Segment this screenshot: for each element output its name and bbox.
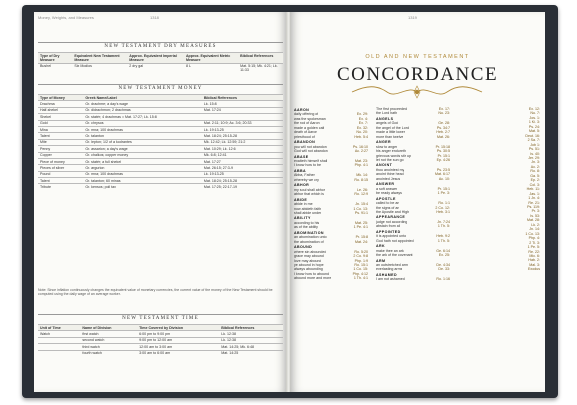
concordance-column-1	[294, 107, 368, 281]
entry-reference: 1 Th. 4:1	[353, 276, 368, 281]
entry-text: I am not ashamed	[376, 277, 405, 282]
concordance-headword: ABILITY	[294, 216, 311, 221]
concordance-headword: ARM	[376, 258, 386, 263]
ornament-flourish	[342, 85, 492, 99]
time-column-header: Unit of Time	[38, 325, 80, 331]
table-cell: Mk. 12:42; Lk. 12:59; 21:2	[202, 139, 283, 145]
concordance-entry	[376, 253, 450, 257]
entry-reference: Ex. 25:	[438, 253, 450, 258]
entry-reference: Mat. 23:	[355, 158, 368, 163]
table-row	[38, 184, 283, 190]
entry-text: now abideth faith	[294, 206, 322, 211]
entry-text: his anger endureth	[376, 149, 406, 154]
table-cell: Talent	[38, 178, 83, 184]
table-cell: Half-shekel	[38, 107, 83, 113]
table-row	[38, 350, 283, 356]
concordance-entry	[460, 267, 540, 271]
entry-text: an abomination unto	[294, 235, 327, 240]
table-cell: Bushel	[38, 63, 72, 73]
entry-text: Abba, Father	[294, 173, 315, 178]
table-cell: Tribute	[38, 184, 83, 190]
entry-text: death of Aaron	[294, 130, 318, 135]
concordance-headword: ASHAMED	[376, 272, 397, 277]
entry-reference: Ro. 8:	[530, 169, 540, 174]
page-number-right: 1319	[408, 15, 417, 20]
entry-reference: 2 Sa. 7:	[527, 138, 540, 143]
concordance-entry	[294, 149, 368, 153]
money-column-header: Greek Name/Label	[83, 95, 201, 101]
money-table	[38, 94, 283, 190]
entry-text: according to his	[294, 220, 320, 225]
table-cell: Gr. kensos; poll tax	[83, 184, 201, 190]
table-cell: Mat. 14:25; Mk. 6:48	[219, 344, 283, 350]
table-cell: Gr. statér; 4 drachmas = Mat. 17:27; Lk. 15:8	[83, 114, 201, 120]
entry-text: the angel of the Lord	[376, 125, 409, 130]
entry-reference: Le. 26:	[357, 187, 368, 192]
table-cell: third watch	[80, 344, 137, 350]
entry-reference: Ps. 23:5	[436, 167, 450, 172]
dry-measures-column-header: Approx. Equivalent Imperial Measure	[127, 53, 184, 64]
concordance-headword: ANSWER	[376, 182, 395, 187]
table-cell: Watch	[38, 331, 80, 337]
table-cell: Gr. assarion; a day's wage	[83, 146, 201, 152]
table-cell: 12:00 am to 3:00 am	[137, 344, 219, 350]
entry-text: be ready always	[376, 191, 402, 196]
entry-text: God hath not appointed	[376, 238, 414, 243]
table-cell: Gr. chrysos	[83, 120, 201, 126]
entry-text: shall abide under	[294, 210, 322, 215]
entry-reference: Ep. 4:26	[436, 157, 450, 162]
table-cell: Mat. 26:15; 27:3-9	[202, 165, 283, 171]
table-cell: 9:00 pm to 12:00 am	[137, 337, 219, 343]
entry-reference: Nu. 23:	[438, 111, 450, 116]
table-cell: Gr. statér; a full shekel	[83, 158, 201, 164]
money-note: Note: Since inflation continuously changes the equivalent value of monetary currencies, the current value of the money of the New Testament should be computed using the daily wage of an average worker.	[38, 288, 273, 297]
table-cell: Mat. 14:25	[219, 350, 283, 356]
concordance-headword: ABOMINATION	[294, 230, 324, 235]
table-cell: Mite	[38, 139, 83, 145]
entry-text: whereby we cry	[294, 177, 319, 182]
money-title: NEW TESTAMENT MONEY	[118, 86, 203, 91]
table-cell: Mina	[38, 126, 83, 132]
concordance-headword: ABOUND	[294, 245, 313, 250]
concordance-headword: ANGER	[376, 140, 391, 145]
table-cell: second watch	[80, 337, 137, 343]
entry-text: abound more and more	[294, 276, 332, 281]
entry-reference: Is. 53:	[530, 213, 540, 218]
entry-text: I know how to abound	[294, 271, 329, 276]
table-cell: Gr. argurion	[83, 165, 201, 171]
entry-reference: 1 Th. 5:	[437, 238, 450, 243]
entry-reference: Ga. 5:	[530, 173, 540, 178]
entry-text: I know how to be	[294, 163, 321, 168]
entry-reference: Mic. 6:	[529, 253, 540, 258]
table-cell: Shekel	[38, 114, 83, 120]
entry-reference: 2 Co. 9:8	[353, 254, 368, 259]
concordance-entry	[294, 240, 368, 244]
entry-text: anoint thine head	[376, 172, 404, 177]
concordance-title: CONCORDANCE	[336, 64, 499, 85]
concordance-entry	[294, 135, 368, 139]
concordance-headword: APPOINTED	[376, 229, 401, 234]
table-cell: Pieces of silver	[38, 165, 83, 171]
entry-reference: Pr. 15:1	[437, 153, 450, 158]
entry-reference: Mat. 26:	[437, 134, 450, 139]
table-cell: Gr. chalkos; copper money	[83, 152, 201, 158]
entry-reference: Nu. 20:	[356, 130, 368, 135]
table-cell: Gr. lepton; 1/2 of a kodrantes	[83, 139, 201, 145]
table-cell: Mat. 18:24; 25:15-28	[202, 133, 283, 139]
entry-text: called to be an	[376, 201, 400, 206]
table-cell: Pound	[38, 171, 83, 177]
concordance-entry	[294, 192, 368, 196]
concordance-entry	[376, 111, 450, 115]
money-column-header: Biblical References	[202, 95, 283, 101]
entry-text: abhor that which is	[294, 192, 324, 197]
entry-reference: 1 Co. 13:	[525, 231, 540, 236]
table-cell: Copper	[38, 152, 83, 158]
section-rule	[38, 84, 283, 85]
table-cell: 3:00 am to 6:00 am	[137, 350, 219, 356]
table-cell: Gr. mna; 100 drachmas	[83, 126, 201, 132]
concordance-entry	[376, 267, 450, 271]
entry-reference: Pr. 15:1	[437, 186, 450, 191]
entry-text: the signs of an	[376, 205, 400, 210]
table-cell: fourth watch	[80, 350, 137, 356]
entry-reference: Ro. 12:9	[354, 192, 368, 197]
concordance-entry	[376, 239, 450, 243]
entry-reference: 1 Pe. 5:	[527, 245, 540, 250]
concordance-entry	[294, 276, 368, 280]
entry-reference: Re. 22:	[528, 249, 540, 254]
concordance-headword: ANGELS	[376, 116, 394, 121]
entry-reference: Heb. 5:4	[354, 134, 368, 139]
entry-text: always abounding	[294, 267, 323, 272]
running-head: Money, Weights, and Measures	[38, 15, 94, 20]
entry-reference: 1 Pe. 3:	[437, 191, 450, 196]
entry-text: everlasting arms	[376, 267, 403, 272]
table-cell: Gr. talanton	[83, 133, 201, 139]
table-cell: 6:00 pm to 9:00 pm	[137, 331, 219, 337]
table-cell: Penny	[38, 146, 83, 152]
time-column-header: Biblical References	[219, 325, 283, 331]
table-cell: Gr. talanton; 60 minas	[83, 178, 201, 184]
dry-measures-column-header: Biblical References	[238, 53, 283, 64]
entry-text: exalteth himself shall	[294, 158, 328, 163]
entry-text: where sin abounded	[294, 249, 327, 254]
concordance-headword: APOSTLE	[376, 196, 396, 201]
entry-reference: Ps. 16:10	[352, 144, 368, 149]
money-column-header: Type of Money	[38, 95, 83, 101]
entry-reference: Is. 40:	[530, 151, 540, 156]
entry-reference: Pr. 15:8	[355, 235, 368, 240]
entry-reference: 1 Jn. 4:	[528, 196, 540, 201]
right-page	[290, 12, 545, 392]
concordance-headword: APPEARANCE	[376, 215, 406, 220]
entry-reference: Mk. 14:	[356, 173, 368, 178]
table-cell: Mat. 18:24; 25:15-28	[202, 178, 283, 184]
entry-reference: Mat. 25:	[355, 220, 368, 225]
entry-text: a soft answer	[376, 186, 398, 191]
entry-reference: 1 Co. 13:	[353, 206, 368, 211]
time-column-header: Time Covered by Division	[137, 325, 219, 331]
entry-text: ye abound in hope	[294, 262, 324, 267]
entry-reference: Nu. 7:	[530, 111, 540, 116]
entry-reference: Ep. 2:	[530, 178, 540, 183]
entry-reference: Ex. 4:	[358, 116, 368, 121]
entry-reference: Re. 21:	[528, 200, 540, 205]
entry-text: let not the sun go	[376, 157, 404, 162]
entry-text: more than twelve	[376, 134, 404, 139]
entry-reference: 1 Th. 5:	[437, 224, 450, 229]
entry-text: it is appointed unto	[376, 234, 407, 239]
concordance-headword: ABBA	[294, 168, 306, 173]
entry-reference: Hab. 2:	[528, 258, 540, 263]
entry-text: an outstretched arm	[376, 262, 408, 267]
concordance-kicker: OLD AND NEW TESTAMENT	[365, 54, 470, 60]
entry-reference: Mat. 6:17	[435, 172, 450, 177]
dry-measures-table	[38, 52, 283, 73]
entry-text: love may abound	[294, 258, 322, 263]
concordance-entry	[376, 277, 450, 281]
concordance-entry	[294, 211, 368, 215]
table-cell: Mat. 2:11; 10:9; Ac. 3:6; 20:33	[202, 120, 283, 126]
concordance-entry	[294, 163, 368, 167]
entry-reference: 1 Co. 15:	[353, 267, 368, 272]
concordance-entry	[376, 135, 450, 139]
table-cell: Six Modios	[72, 63, 127, 73]
time-title: NEW TESTAMENT TIME	[122, 316, 199, 321]
entry-text: made a golden calf	[294, 125, 325, 130]
entry-reference: De. 4:34	[436, 262, 450, 267]
entry-reference: Ro. 1:1	[438, 201, 450, 206]
entry-reference: Jas. 1:	[529, 191, 540, 196]
entry-reference: Heb. 2:7	[436, 130, 450, 135]
entry-text: anointed Jesus	[376, 176, 401, 181]
entry-reference: Ro. 8:15	[354, 177, 368, 182]
concordance-headword: ARK	[376, 244, 385, 249]
entry-reference: Deut. 16:	[525, 133, 540, 138]
entry-text: The first proceeded	[376, 107, 407, 111]
concordance-entry	[294, 225, 368, 229]
entry-text: was the spokesman	[294, 116, 326, 121]
table-cell: Mat. 5:15; Mk. 4:21; Lk. 11:33	[238, 63, 283, 73]
entry-text: judge not according	[376, 219, 408, 224]
concordance-headword: ABIDE	[294, 197, 308, 202]
entry-reference: Jn. 15:4	[355, 202, 368, 207]
concordance-entry	[376, 224, 450, 228]
entry-reference: Ps. 24:	[528, 124, 540, 129]
time-table	[38, 324, 283, 356]
entry-text: God will not abandon	[294, 149, 328, 154]
dry-measures-column-header: Approx. Equivalent Metric Measure	[184, 53, 238, 64]
entry-reference: Ac. 10:	[438, 176, 450, 181]
dry-measures-header-row	[38, 53, 283, 64]
concordance-headword: AARON	[294, 108, 310, 112]
entry-reference: Ge. 28:	[438, 121, 450, 126]
table-cell: Mat. 17:27	[202, 158, 283, 164]
entry-reference: Exodus	[528, 267, 540, 272]
table-row	[38, 63, 283, 73]
table-cell	[38, 350, 80, 356]
entry-text: abide in me	[294, 202, 313, 207]
table-cell: Mk. 6:8; 12:41	[202, 152, 283, 158]
entry-text: grace may abound	[294, 254, 324, 259]
entry-reference: Php. 1:9	[354, 258, 368, 263]
entry-text: angels of God	[376, 121, 399, 126]
table-cell: Talent	[38, 133, 83, 139]
entry-reference: Ps. 34:7	[436, 125, 450, 130]
concordance-headword: ABANDON	[294, 140, 316, 145]
entry-text: the Apostle and High	[376, 209, 410, 214]
entry-reference: Jer. 29:	[528, 155, 540, 160]
dry-measures-column-header: Equivalent New Testament Measure	[72, 53, 127, 64]
entry-reference: Job 1:	[530, 142, 540, 147]
entry-text: the rod of Aaron	[294, 121, 320, 126]
entry-reference: Heb. 3:1	[436, 209, 450, 214]
entry-reference: Heb. 11:	[526, 187, 540, 192]
entry-reference: Pr. 15:18	[435, 144, 450, 149]
time-column-header: Name of Division	[80, 325, 137, 331]
entry-text: the ark of the covenant	[376, 253, 413, 258]
entry-text: abstain from all	[376, 224, 401, 229]
concordance-headword: ANOINT	[376, 163, 393, 168]
entry-text: my soul shall abhor	[294, 187, 325, 192]
entry-reference: Ac. 2:27	[354, 149, 368, 154]
table-cell: Mat. 17:24	[202, 107, 283, 113]
entry-reference: Mal. 3:	[529, 262, 540, 267]
table-cell: Gr. mna; 100 drachmas	[83, 171, 201, 177]
entry-reference: Jos. 1:	[529, 115, 540, 120]
table-cell: Lk. 19:13-25	[202, 126, 283, 132]
entry-text: you will not abandon	[294, 144, 327, 149]
entry-reference: 2 Co. 12:	[435, 205, 450, 210]
entry-reference: Ro. 5:20	[354, 249, 368, 254]
entry-reference: Ps. 30:5	[436, 149, 450, 154]
section-rule	[38, 42, 283, 43]
table-cell: first watch	[80, 331, 137, 337]
entry-reference: Ex. 12:	[528, 107, 540, 111]
entry-reference: Jn. 3:	[531, 160, 540, 165]
page-number-left: 1318	[150, 15, 159, 20]
entry-text: the abomination of	[294, 239, 324, 244]
entry-reference: 1 Ki. 3:	[528, 120, 540, 125]
entry-reference: Ex. 29:	[356, 112, 368, 117]
table-cell: Mat. 10:29; Lk. 12:6	[202, 146, 283, 152]
concordance-column-3	[460, 107, 540, 272]
entry-reference: Ge. 6:14	[436, 248, 450, 253]
concordance-headword: ABHOR	[294, 183, 310, 188]
concordance-entry	[376, 210, 450, 214]
entry-reference: Mat. 24:	[355, 239, 368, 244]
entry-reference: Heb. 9:2	[436, 234, 450, 239]
table-cell: 2 dry gal	[127, 63, 184, 73]
table-cell: Mat. 17:25; 22:17-19	[202, 184, 283, 190]
concordance-entry	[294, 178, 368, 182]
entry-text: as of the ability	[294, 225, 318, 230]
entry-reference: Ex. 17:	[438, 107, 450, 111]
entry-reference: 1 Pe. 4:1	[353, 225, 368, 230]
concordance-entry	[376, 158, 450, 162]
entry-reference: Ps. 119:	[527, 204, 540, 209]
entry-text: priesthood of	[294, 134, 315, 139]
table-cell: Lk. 15:8	[202, 101, 283, 107]
entry-reference: Mat. 5:	[529, 129, 540, 134]
concordance-headword: ABASE	[294, 154, 309, 159]
section-rule	[38, 314, 283, 315]
entry-reference: 2 Ti. 3:	[529, 240, 540, 245]
table-cell: Lk. 12:38	[219, 337, 283, 343]
entry-text: make thee an ark	[376, 248, 404, 253]
entry-reference: Ps. 91:1	[354, 210, 368, 215]
entry-reference: Lk. 2:	[531, 222, 540, 227]
entry-reference: Php. 4:1	[354, 163, 368, 168]
table-cell: Gr. didrachmon; 2 drachmas	[83, 107, 201, 113]
table-cell: Piece of money	[38, 158, 83, 164]
entry-text: daily offering of	[294, 112, 319, 117]
table-cell: Drachma	[38, 101, 83, 107]
table-cell: Lk. 12:38	[219, 331, 283, 337]
entry-reference: Mat. 28:	[527, 218, 540, 223]
entry-reference: Php. 4:12	[352, 271, 368, 276]
entry-reference: Ex. 7:	[358, 121, 368, 126]
entry-text: made a little lower	[376, 130, 405, 135]
entry-reference: De. 33:	[438, 267, 450, 272]
table-cell: Gr. drachme; a day's wage	[83, 101, 201, 107]
entry-reference: Jn. 14:	[529, 227, 540, 232]
entry-reference: Ro. 1:16	[436, 277, 450, 282]
dry-measures-title: NEW TESTAMENT DRY MEASURES	[104, 44, 217, 49]
entry-reference: Pr. 3:	[531, 209, 540, 214]
entry-text: thou anointest my	[376, 167, 405, 172]
entry-reference: Jn. 7:24	[437, 219, 450, 224]
concordance-entry	[376, 191, 450, 195]
concordance-entry	[376, 177, 450, 181]
table-cell: Lk. 19:13-25	[202, 171, 283, 177]
table-cell: 8 L	[184, 63, 238, 73]
entry-text: the Lord hath	[376, 111, 398, 116]
entry-text: grievous words stir up	[376, 153, 411, 158]
table-cell: Gold	[38, 120, 83, 126]
entry-reference: Ac. 2:	[530, 164, 540, 169]
dry-measures-column-header: Type of Dry Measure	[38, 53, 72, 64]
left-page	[34, 12, 287, 392]
entry-reference: Php. 4:	[528, 236, 540, 241]
entry-reference: Ro. 15:1	[354, 262, 368, 267]
entry-text: slow to anger	[376, 144, 398, 149]
entry-reference: Ps. 51:	[528, 147, 540, 152]
concordance-column-2	[376, 107, 450, 282]
entry-reference: Col. 3:	[529, 182, 540, 187]
entry-reference: Ex. 32:	[356, 125, 368, 130]
